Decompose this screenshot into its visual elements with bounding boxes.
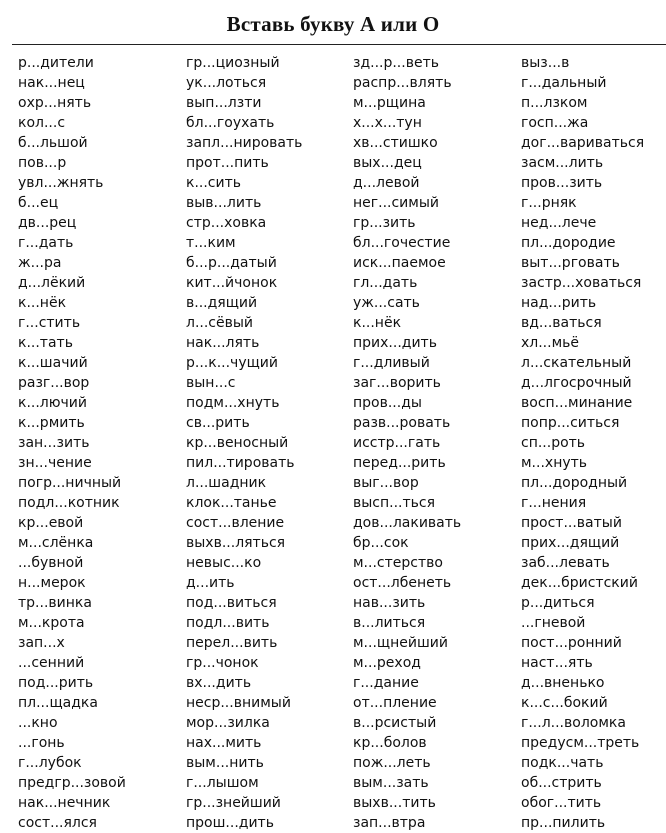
word-item: кр...болов xyxy=(353,735,427,751)
word-item: г...дать xyxy=(18,235,74,251)
word-item: вып...лзти xyxy=(186,95,262,111)
word-item: вх...дить xyxy=(186,675,252,691)
word-item: выт...рговать xyxy=(521,255,620,271)
word-item: охр...нять xyxy=(18,95,92,111)
word-item: стр...ховка xyxy=(186,215,267,231)
word-item: прих...дящий xyxy=(521,535,620,551)
word-item: вым...зать xyxy=(353,775,429,791)
word-item: ...гонь xyxy=(18,735,65,751)
word-item: нед...лече xyxy=(521,215,597,231)
word-item: ...гневой xyxy=(521,615,586,631)
word-item: г...дание xyxy=(353,675,419,691)
word-item: погр...ничный xyxy=(18,475,122,491)
word-item: д...лёкий xyxy=(18,275,86,291)
word-item: застр...ховаться xyxy=(521,275,642,291)
word-item: к...лючий xyxy=(18,395,88,411)
word-item: нав...зить xyxy=(353,595,426,611)
word-item: наст...ять xyxy=(521,655,593,671)
word-item: б...льшой xyxy=(18,135,88,151)
word-item: заб...левать xyxy=(521,555,610,571)
word-item: пл...дородие xyxy=(521,235,616,251)
word-item: обог...тить xyxy=(521,795,602,811)
word-item: г...стить xyxy=(18,315,81,331)
word-item: д...лгосрочный xyxy=(521,375,632,391)
word-item: ост...лбенеть xyxy=(353,575,452,591)
word-item: пров...ды xyxy=(353,395,422,411)
word-item: ж...ра xyxy=(18,255,62,271)
word-item: пл...дородный xyxy=(521,475,628,491)
word-item: р...дители xyxy=(18,55,94,71)
word-item: к...рмить xyxy=(18,415,85,431)
word-item: восп...минание xyxy=(521,395,633,411)
word-item: б...р...датый xyxy=(186,255,277,271)
word-item: сост...ялся xyxy=(18,815,97,831)
word-item: ук...лоться xyxy=(186,75,267,91)
word-column-3 xyxy=(353,53,461,833)
word-item: ...бувной xyxy=(18,555,84,571)
word-item: клок...танье xyxy=(186,495,277,511)
word-item: вым...нить xyxy=(186,755,264,771)
word-item: прош...дить xyxy=(186,815,274,831)
word-item: выв...лить xyxy=(186,195,262,211)
word-item: об...стрить xyxy=(521,775,602,791)
word-item: к...с...бокий xyxy=(521,695,608,711)
word-item: м...щнейший xyxy=(353,635,448,651)
word-item: заг...ворить xyxy=(353,375,441,391)
word-item: п...лзком xyxy=(521,95,588,111)
word-item: вын...с xyxy=(186,375,236,391)
word-item: зан...зить xyxy=(18,435,90,451)
word-item: х...х...тун xyxy=(353,115,422,131)
word-item: дв...рец xyxy=(18,215,77,231)
word-item: предусм...треть xyxy=(521,735,640,751)
word-item: в...дящий xyxy=(186,295,258,311)
word-item: г...рняк xyxy=(521,195,577,211)
word-item: под...рить xyxy=(18,675,94,691)
word-item: выхв...ляться xyxy=(186,535,286,551)
word-item: г...л...воломка xyxy=(521,715,626,731)
word-item: дек...бристский xyxy=(521,575,638,591)
word-item: г...лышом xyxy=(186,775,259,791)
word-item: д...ить xyxy=(186,575,235,591)
word-column-2 xyxy=(186,53,302,833)
word-item: пил...тировать xyxy=(186,455,295,471)
word-item: л...сёвый xyxy=(186,315,254,331)
word-item: б...ец xyxy=(18,195,59,211)
word-item: к...шачий xyxy=(18,355,88,371)
word-item: г...лубок xyxy=(18,755,82,771)
word-item: вых...дец xyxy=(353,155,422,171)
word-item: гр...циозный xyxy=(186,55,280,71)
word-item: к...нёк xyxy=(18,295,67,311)
word-item: иск...паемое xyxy=(353,255,446,271)
word-item: сп...роть xyxy=(521,435,586,451)
word-item: госп...жа xyxy=(521,115,589,131)
word-item: высп...ться xyxy=(353,495,436,511)
word-item: в...литься xyxy=(353,615,426,631)
word-item: бр...сок xyxy=(353,535,409,551)
word-item: кол...с xyxy=(18,115,66,131)
word-item: г...дальный xyxy=(521,75,607,91)
word-item: зап...втра xyxy=(353,815,426,831)
word-item: увл...жнять xyxy=(18,175,104,191)
word-item: уж...сать xyxy=(353,295,420,311)
word-item: разг...вор xyxy=(18,375,90,391)
word-item: кит...йчонок xyxy=(186,275,278,291)
word-item: св...рить xyxy=(186,415,250,431)
word-item: нак...нечник xyxy=(18,795,111,811)
word-item: невыс...ко xyxy=(186,555,262,571)
word-item: пов...р xyxy=(18,155,67,171)
word-item: зап...х xyxy=(18,635,65,651)
word-item: прост...ватый xyxy=(521,515,622,531)
word-item: пр...пилить xyxy=(521,815,606,831)
word-item: перед...рить xyxy=(353,455,446,471)
word-item: сост...вление xyxy=(186,515,285,531)
word-item: гл...дать xyxy=(353,275,418,291)
word-item: тр...винка xyxy=(18,595,92,611)
word-item: м...хнуть xyxy=(521,455,588,471)
word-item: засм...лить xyxy=(521,155,604,171)
word-column-1 xyxy=(18,53,126,833)
word-item: бл...гоухать xyxy=(186,115,275,131)
word-item: неср...внимый xyxy=(186,695,291,711)
word-item: исстр...гать xyxy=(353,435,441,451)
word-item: д...вненько xyxy=(521,675,605,691)
word-item: ...кно xyxy=(18,715,58,731)
word-item: ...сенний xyxy=(18,655,85,671)
word-item: дов...лакивать xyxy=(353,515,462,531)
word-item: подл...вить xyxy=(186,615,270,631)
word-item: кр...евой xyxy=(18,515,84,531)
word-item: подл...котник xyxy=(18,495,120,511)
word-item: дог...вариваться xyxy=(521,135,645,151)
word-item: зн...чение xyxy=(18,455,92,471)
word-item: выз...в xyxy=(521,55,570,71)
word-item: пл...щадка xyxy=(18,695,98,711)
word-item: л...скательный xyxy=(521,355,632,371)
word-item: м...реход xyxy=(353,655,421,671)
word-item: л...шадник xyxy=(186,475,267,491)
word-item: распр...влять xyxy=(353,75,452,91)
word-item: г...дливый xyxy=(353,355,430,371)
word-item: хл...мьё xyxy=(521,335,580,351)
word-item: запл...нировать xyxy=(186,135,303,151)
word-item: р...к...чущий xyxy=(186,355,278,371)
word-item: гр...зить xyxy=(353,215,416,231)
word-item: гр...знейший xyxy=(186,795,281,811)
word-item: подм...хнуть xyxy=(186,395,280,411)
word-item: выг...вор xyxy=(353,475,419,491)
word-item: нах...мить xyxy=(186,735,262,751)
word-item: д...левой xyxy=(353,175,420,191)
word-item: м...слёнка xyxy=(18,535,94,551)
word-item: гр...чонок xyxy=(186,655,259,671)
word-item: от...пление xyxy=(353,695,437,711)
word-item: м...стерство xyxy=(353,555,443,571)
word-item: пров...зить xyxy=(521,175,603,191)
word-item: предгр...зовой xyxy=(18,775,126,791)
word-item: хв...стишко xyxy=(353,135,438,151)
word-item: мор...зилка xyxy=(186,715,270,731)
word-item: к...нёк xyxy=(353,315,402,331)
word-item: зд...р...веть xyxy=(353,55,439,71)
word-item: разв...ровать xyxy=(353,415,451,431)
word-item: над...рить xyxy=(521,295,597,311)
word-item: в...рсистый xyxy=(353,715,437,731)
word-item: г...нения xyxy=(521,495,587,511)
word-item: к...сить xyxy=(186,175,242,191)
word-column-4 xyxy=(521,53,644,833)
word-item: подк...чать xyxy=(521,755,604,771)
word-item: м...крота xyxy=(18,615,85,631)
word-item: к...тать xyxy=(18,335,73,351)
word-item: пост...ронний xyxy=(521,635,622,651)
word-item: прот...пить xyxy=(186,155,269,171)
word-item: м...рщина xyxy=(353,95,426,111)
word-item: вд...ваться xyxy=(521,315,602,331)
word-item: пож...леть xyxy=(353,755,431,771)
word-item: попр...ситься xyxy=(521,415,620,431)
word-item: нак...лять xyxy=(186,335,260,351)
page-title: Вставь букву А или О xyxy=(226,12,440,36)
word-item: под...виться xyxy=(186,595,277,611)
word-item: н...мерок xyxy=(18,575,86,591)
word-item: кр...веносный xyxy=(186,435,289,451)
word-item: нег...симый xyxy=(353,195,439,211)
word-item: прих...дить xyxy=(353,335,437,351)
word-item: т...ким xyxy=(186,235,236,251)
word-item: выхв...тить xyxy=(353,795,436,811)
word-item: перел...вить xyxy=(186,635,278,651)
word-item: бл...гочестие xyxy=(353,235,451,251)
word-item: нак...нец xyxy=(18,75,85,91)
title-divider xyxy=(12,44,666,45)
word-item: р...диться xyxy=(521,595,595,611)
